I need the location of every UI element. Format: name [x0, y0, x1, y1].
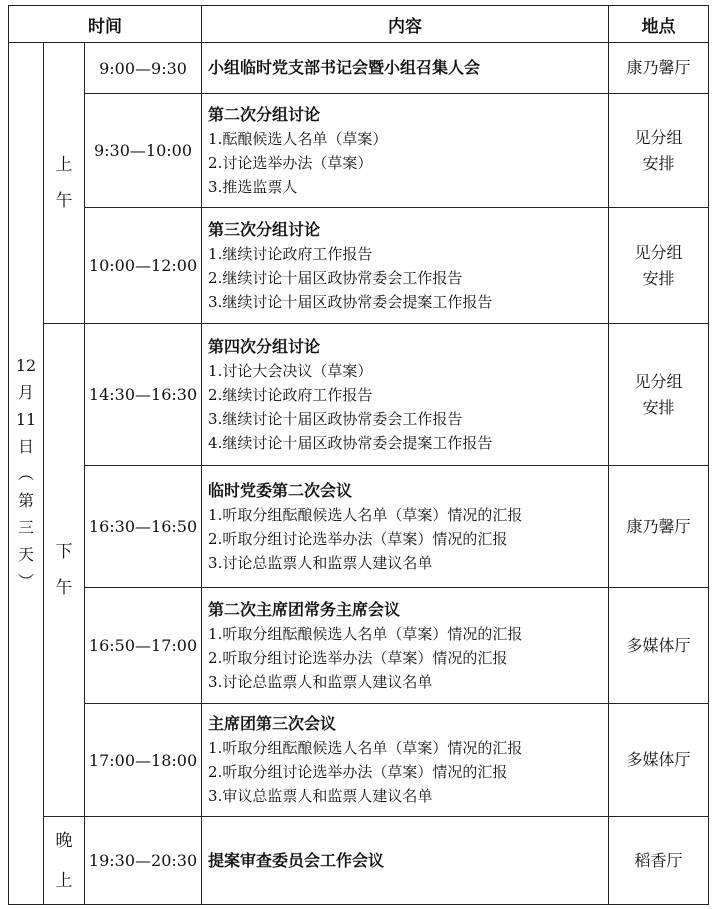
location-cell: 见分组 安排	[609, 94, 709, 208]
time-cell: 19:30—20:30	[85, 817, 202, 905]
table-row	[9, 94, 709, 208]
day-char: 月	[17, 383, 34, 402]
agenda-item: 2.听取分组讨论选举办法（草案）情况的汇报	[208, 648, 508, 667]
agenda-item: 1.听取分组酝酿候选人名单（草案）情况的汇报	[208, 624, 523, 643]
agenda-item: 3.讨论总监票人和监票人建议名单	[208, 672, 433, 691]
table-row	[9, 817, 709, 905]
header-row	[9, 6, 709, 43]
time-cell: 16:50—17:00	[85, 588, 202, 704]
agenda-item: 3.继续讨论十届区政协常委会提案工作报告	[208, 292, 493, 311]
agenda-title: 第二次分组讨论	[208, 104, 321, 124]
agenda-title: 主席团第三次会议	[208, 714, 337, 733]
agenda-title: 第四次分组讨论	[208, 336, 321, 356]
day-char: ︶	[17, 572, 34, 591]
location-cell: 见分组 安排	[609, 324, 709, 466]
period-afternoon: 下 午	[44, 324, 85, 817]
content-cell	[202, 817, 609, 905]
agenda-item: 1.听取分组酝酿候选人名单（草案）情况的汇报	[208, 505, 523, 524]
time-cell: 17:00—18:00	[85, 704, 202, 817]
day-char: 12	[15, 356, 37, 375]
agenda-item: 1.讨论大会决议（草案）	[208, 361, 373, 380]
location-cell: 稻香厅	[609, 817, 709, 905]
content-cell	[202, 43, 609, 94]
content-cell	[202, 466, 609, 588]
agenda-item: 2.讨论选举办法（草案）	[208, 153, 373, 172]
agenda-item: 3.讨论总监票人和监票人建议名单	[208, 553, 433, 572]
content-cell	[202, 588, 609, 704]
agenda-item: 1.酝酿候选人名单（草案）	[208, 129, 388, 148]
table-row	[9, 43, 709, 94]
agenda-title: 临时党委第二次会议	[208, 480, 353, 500]
agenda-item: 3.继续讨论十届区政协常委会工作报告	[208, 409, 463, 428]
table-row	[9, 588, 709, 704]
time-cell: 9:30—10:00	[85, 94, 202, 208]
header-location: 地点	[609, 6, 709, 43]
agenda-item: 2.听取分组讨论选举办法（草案）情况的汇报	[208, 763, 508, 781]
agenda-item: 2.继续讨论政府工作报告	[208, 385, 373, 404]
day-char: 天	[17, 545, 34, 564]
content-cell	[202, 94, 609, 208]
day-cell	[9, 43, 44, 905]
table-row	[9, 466, 709, 588]
agenda-item: 2.继续讨论十届区政协常委会工作报告	[208, 268, 463, 287]
content-cell	[202, 208, 609, 324]
location-cell: 康乃馨厅	[609, 43, 709, 94]
agenda-item: 3.推选监票人	[208, 177, 298, 196]
schedule-table	[8, 5, 709, 905]
day-char: ︵	[17, 464, 34, 483]
day-char: 第	[17, 491, 34, 510]
day-char: 11	[15, 410, 37, 429]
day-char: 三	[17, 518, 34, 537]
location-cell: 见分组 安排	[609, 208, 709, 324]
time-cell: 9:00—9:30	[85, 43, 202, 94]
table-row	[9, 704, 709, 817]
period-evening: 晚 上	[44, 817, 85, 905]
period-morning: 上 午	[44, 43, 85, 324]
agenda-title: 第三次分组讨论	[208, 219, 321, 239]
table-row	[9, 324, 709, 466]
agenda-item: 1.听取分组酝酿候选人名单（草案）情况的汇报	[208, 739, 523, 757]
header-time: 时间	[9, 6, 202, 43]
agenda-title: 小组临时党支部书记会暨小组召集人会	[208, 58, 481, 77]
table-row	[9, 208, 709, 324]
day-char: 日	[17, 437, 34, 456]
location-cell: 康乃馨厅	[609, 466, 709, 588]
agenda-item: 4.继续讨论十届区政协常委会提案工作报告	[208, 433, 493, 452]
agenda-title: 第二次主席团常务主席会议	[208, 599, 401, 619]
header-content: 内容	[202, 6, 609, 43]
agenda-title: 提案审查委员会工作会议	[208, 850, 385, 870]
agenda-item: 2.听取分组讨论选举办法（草案）情况的汇报	[208, 529, 508, 548]
agenda-item: 1.继续讨论政府工作报告	[208, 244, 373, 263]
time-cell: 14:30—16:30	[85, 324, 202, 466]
time-cell: 16:30—16:50	[85, 466, 202, 588]
location-cell: 多媒体厅	[609, 704, 709, 817]
content-cell	[202, 704, 609, 817]
content-cell	[202, 324, 609, 466]
time-cell: 10:00—12:00	[85, 208, 202, 324]
agenda-item: 3.审议总监票人和监票人建议名单	[208, 787, 433, 805]
location-cell: 多媒体厅	[609, 588, 709, 704]
